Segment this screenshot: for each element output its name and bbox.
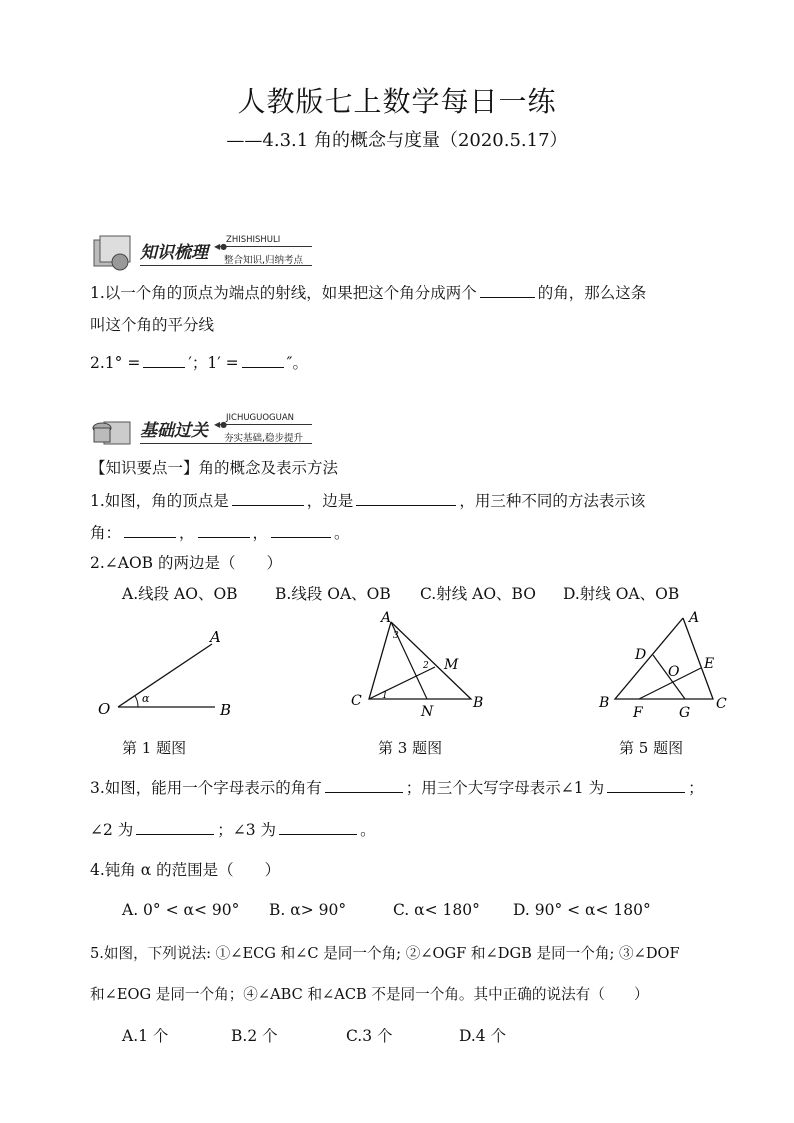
- q5-option-b: B.2 个: [231, 1027, 278, 1045]
- section-pinyin: JICHUGUOGUAN: [226, 413, 295, 423]
- fig5-label-d: D: [635, 647, 647, 663]
- q4-option-d: D. 90° < α< 180°: [513, 901, 651, 919]
- section-subtitle: 整合知识,归纳考点: [224, 255, 304, 266]
- fig5-label-e: E: [704, 656, 715, 672]
- q2-option-d: D.射线 OA、OB: [563, 585, 680, 603]
- q5-option-c: C.3 个: [346, 1027, 393, 1045]
- fig5-label-b: B: [599, 695, 610, 711]
- page-title: 人教版七上数学每日一练: [237, 85, 557, 118]
- basic-q1-line2: 角： ， ， 。: [90, 524, 350, 542]
- section-title: 基础过关: [140, 421, 208, 441]
- q5-option-d: D.4 个: [459, 1027, 507, 1045]
- fig5-label-g: G: [679, 705, 691, 720]
- q5-option-a: A.1 个: [122, 1027, 169, 1045]
- section-pinyin: ZHISHISHULI: [226, 235, 281, 245]
- q2-option-b: B.线段 OA、OB: [275, 585, 391, 603]
- q4-option-b: B. α> 90°: [269, 901, 347, 919]
- basic-q2: 2.∠AOB 的两边是（ ）: [90, 554, 282, 572]
- fig5-label-f: F: [633, 705, 643, 720]
- figure-5-caption: 第 5 题图: [619, 739, 684, 757]
- fig3-label-c: C: [351, 693, 362, 709]
- section-title: 知识梳理: [140, 243, 208, 263]
- basic-q5-line1: 5.如图，下列说法: ①∠ECG 和∠C 是同一个角; ②∠OGF 和∠DGB 是同一个角; ③∠DOF: [90, 945, 680, 962]
- section-subtitle: 夯实基础,稳步提升: [224, 433, 304, 444]
- fig3-label-3: 3: [393, 631, 399, 641]
- arrow-dots-icon: ◀●: [214, 242, 228, 251]
- fig5-label-a: A: [689, 610, 700, 626]
- knowledge-q1-line2: 叫这个角的平分线: [90, 316, 215, 334]
- figure-3-caption: 第 3 题图: [378, 739, 443, 757]
- basic-q3-line2: ∠2 为 ；∠3 为 。: [90, 821, 376, 839]
- figure-1-angle: [90, 620, 260, 725]
- arrow-dots-icon: ◀●: [214, 420, 228, 429]
- fig3-label-b: B: [473, 695, 484, 711]
- figure-5-triangle: [595, 610, 740, 720]
- fig5-label-o: O: [668, 664, 680, 680]
- fig1-label-a: A: [210, 628, 221, 646]
- cup-books-icon: [90, 410, 138, 450]
- q4-option-a: A. 0° < α< 90°: [122, 901, 240, 919]
- fig1-label-b: B: [220, 701, 232, 719]
- fig3-label-2: 2: [423, 661, 429, 671]
- basic-q1-line1: 1.如图，角的顶点是 ，边是 ，用三种不同的方法表示该: [90, 492, 646, 510]
- q4-option-c: C. α< 180°: [393, 901, 480, 919]
- section-badge-zhishi: [90, 232, 320, 272]
- fig5-label-c: C: [716, 696, 727, 712]
- basic-q5-line2: 和∠EOG 是同一个角；④∠ABC 和∠ACB 不是同一个角。其中正确的说法有（ ）: [90, 986, 649, 1003]
- fig1-label-o: O: [98, 700, 111, 718]
- fig3-label-1: 1: [382, 691, 388, 701]
- fig3-label-a: A: [381, 610, 392, 626]
- fig3-label-m: M: [444, 657, 459, 673]
- basic-q3-line1: 3.如图，能用一个字母表示的角有 ；用三个大写字母表示∠1 为 ；: [90, 779, 704, 797]
- page-subtitle: ——4.3.1 角的概念与度量（2020.5.17）: [226, 130, 568, 151]
- books-icon: [90, 232, 138, 272]
- knowledge-point-one: 【知识要点一】角的概念及表示方法: [90, 459, 339, 477]
- basic-q4: 4.钝角 α 的范围是（ ）: [90, 861, 281, 879]
- knowledge-q1-line1: 1.以一个角的顶点为端点的射线，如果把这个角分成两个 的角，那么这条: [90, 284, 647, 302]
- fig3-label-n: N: [421, 704, 434, 720]
- q2-option-c: C.射线 AO、BO: [420, 585, 536, 603]
- knowledge-q2: 2.1° = ′；1′ = ″。: [90, 354, 308, 372]
- fig1-label-alpha: α: [142, 692, 150, 705]
- figure-1-caption: 第 1 题图: [122, 739, 187, 757]
- figure-3-triangle: [345, 610, 495, 720]
- section-badge-jichu: [90, 410, 320, 450]
- q2-option-a: A.线段 AO、OB: [122, 585, 238, 603]
